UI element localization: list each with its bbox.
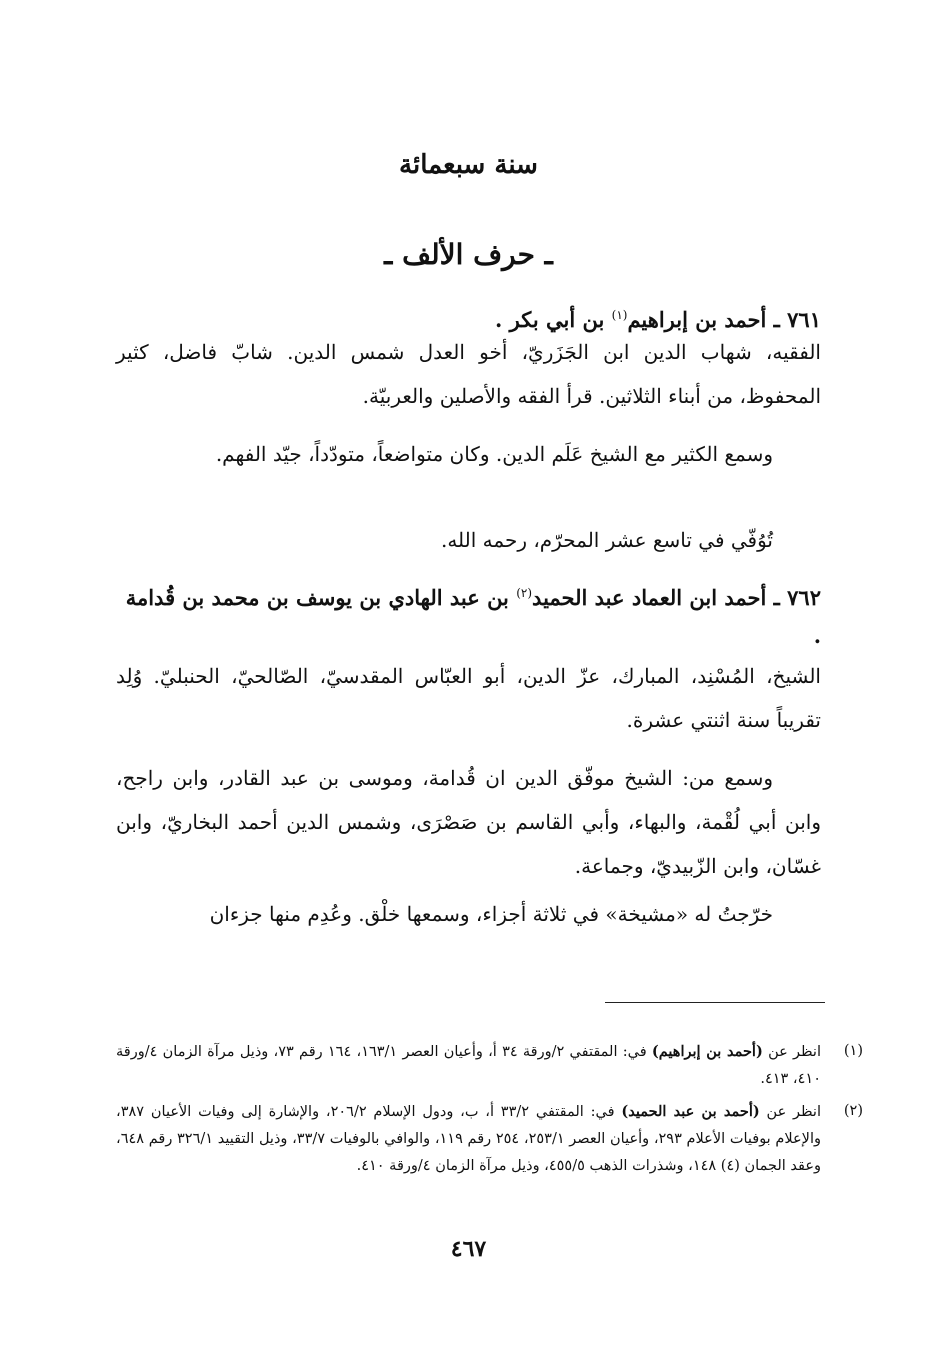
footnote xyxy=(116,1038,863,1093)
section-heading: ـ حرف الألف ـ xyxy=(384,238,553,271)
page-number: ٤٦٧ xyxy=(450,1236,487,1262)
entry-heading-tail: بن عبد الهادي بن يوسف بن محمد بن قُدامة . xyxy=(125,585,821,648)
footnote-text: في: المقتفي ٢/ورقة ٣٤ أ، وأعيان العصر ١٦٣/١، ١٦٤ رقم ٧٣، وذيل مرآة الزمان ٤/ورقة ٤١٠، ٤١٣. xyxy=(116,1044,821,1087)
footnote-number: (٢) xyxy=(843,1103,863,1119)
entry-paragraph: الشيخ، المُسْنِد، المبارك، عزّ الدين، أبو العبّاس المقدسيّ، الصّالحيّ، الحنبليّ. وُلِد تقريباً سنة اثنتي عشرة. xyxy=(116,664,821,732)
footnote-subject: (أحمد بن عبد الحميد) xyxy=(621,1103,760,1120)
entry-heading-name: ٧٦١ ـ أحمد بن إبراهيم xyxy=(627,307,821,332)
footnote-separator xyxy=(605,1002,825,1003)
entry-paragraph: الفقيه، شهاب الدين ابن الجَزَريّ، أخو العدل شمس الدين. شابّ فاضل، كثير المحفوظ، من أبناء الثلاثين. قرأ الفقه والأصلين والعربيّة. xyxy=(116,340,821,408)
footnote-lead: انظر عن xyxy=(768,1044,821,1060)
entry-heading-tail: بن أبي بكر . xyxy=(495,307,605,332)
entry-heading xyxy=(116,574,821,655)
footnote-subject: (أحمد بن إبراهيم) xyxy=(651,1043,763,1060)
footnote xyxy=(116,1098,863,1180)
entry-paragraph: وسمع من: الشيخ موفّق الدين ان قُدامة، وموسى بن عبد القادر، وابن راجح، وابن أبي لُقْمة، والبهاء، وأبي القاسم بن صَصْرَى، وشمس الدين أحمد البخاريّ، وابن غسّان، وابن الزّبيديّ، وجماعة. xyxy=(116,766,821,878)
footnote-ref: (١) xyxy=(611,308,628,322)
footnote-number: (١) xyxy=(843,1043,863,1059)
entry-paragraph: خرّجتُ له «مشيخة» في ثلاثة أجزاء، وسمعها خلْق. وعُدِم منها جزءان xyxy=(209,902,773,926)
footnote-ref: (٢) xyxy=(516,586,533,600)
entry-paragraph: وسمع الكثير مع الشيخ عَلَم الدين. وكان متواضعاً، متودّداً، جيّد الفهم. xyxy=(215,442,773,466)
entry-paragraph: تُوُفّي في تاسع عشر المحرّم، رحمه الله. xyxy=(440,528,773,552)
footnote-text: في: المقتفي ٣٣/٢ أ، ب، ودول الإسلام ٢٠٦/٢، والإشارة إلى وفيات الأعيان ٣٨٧، والإعلام بوفيات الأعلام ٢٩٣، وأعيان العصر ٢٥٣/١، ٢٥٤ رقم ١١٩، والوافي بالوفيات ٣٣/٧، وذيل التقييد ٣٢٦/١ رقم ٦٤٨، وعقد الجمان (٤) ١٤٨، وشذرات الذهب ٤٥٥/٥، وذيل مرآة الزمان ٤/ورقة ٤١٠. xyxy=(116,1104,821,1174)
year-heading: سنة سبعمائة xyxy=(399,150,538,180)
footnote-lead: انظر عن xyxy=(766,1104,821,1120)
entry-heading-name: ٧٦٢ ـ أحمد ابن العماد عبد الحميد xyxy=(532,585,821,610)
